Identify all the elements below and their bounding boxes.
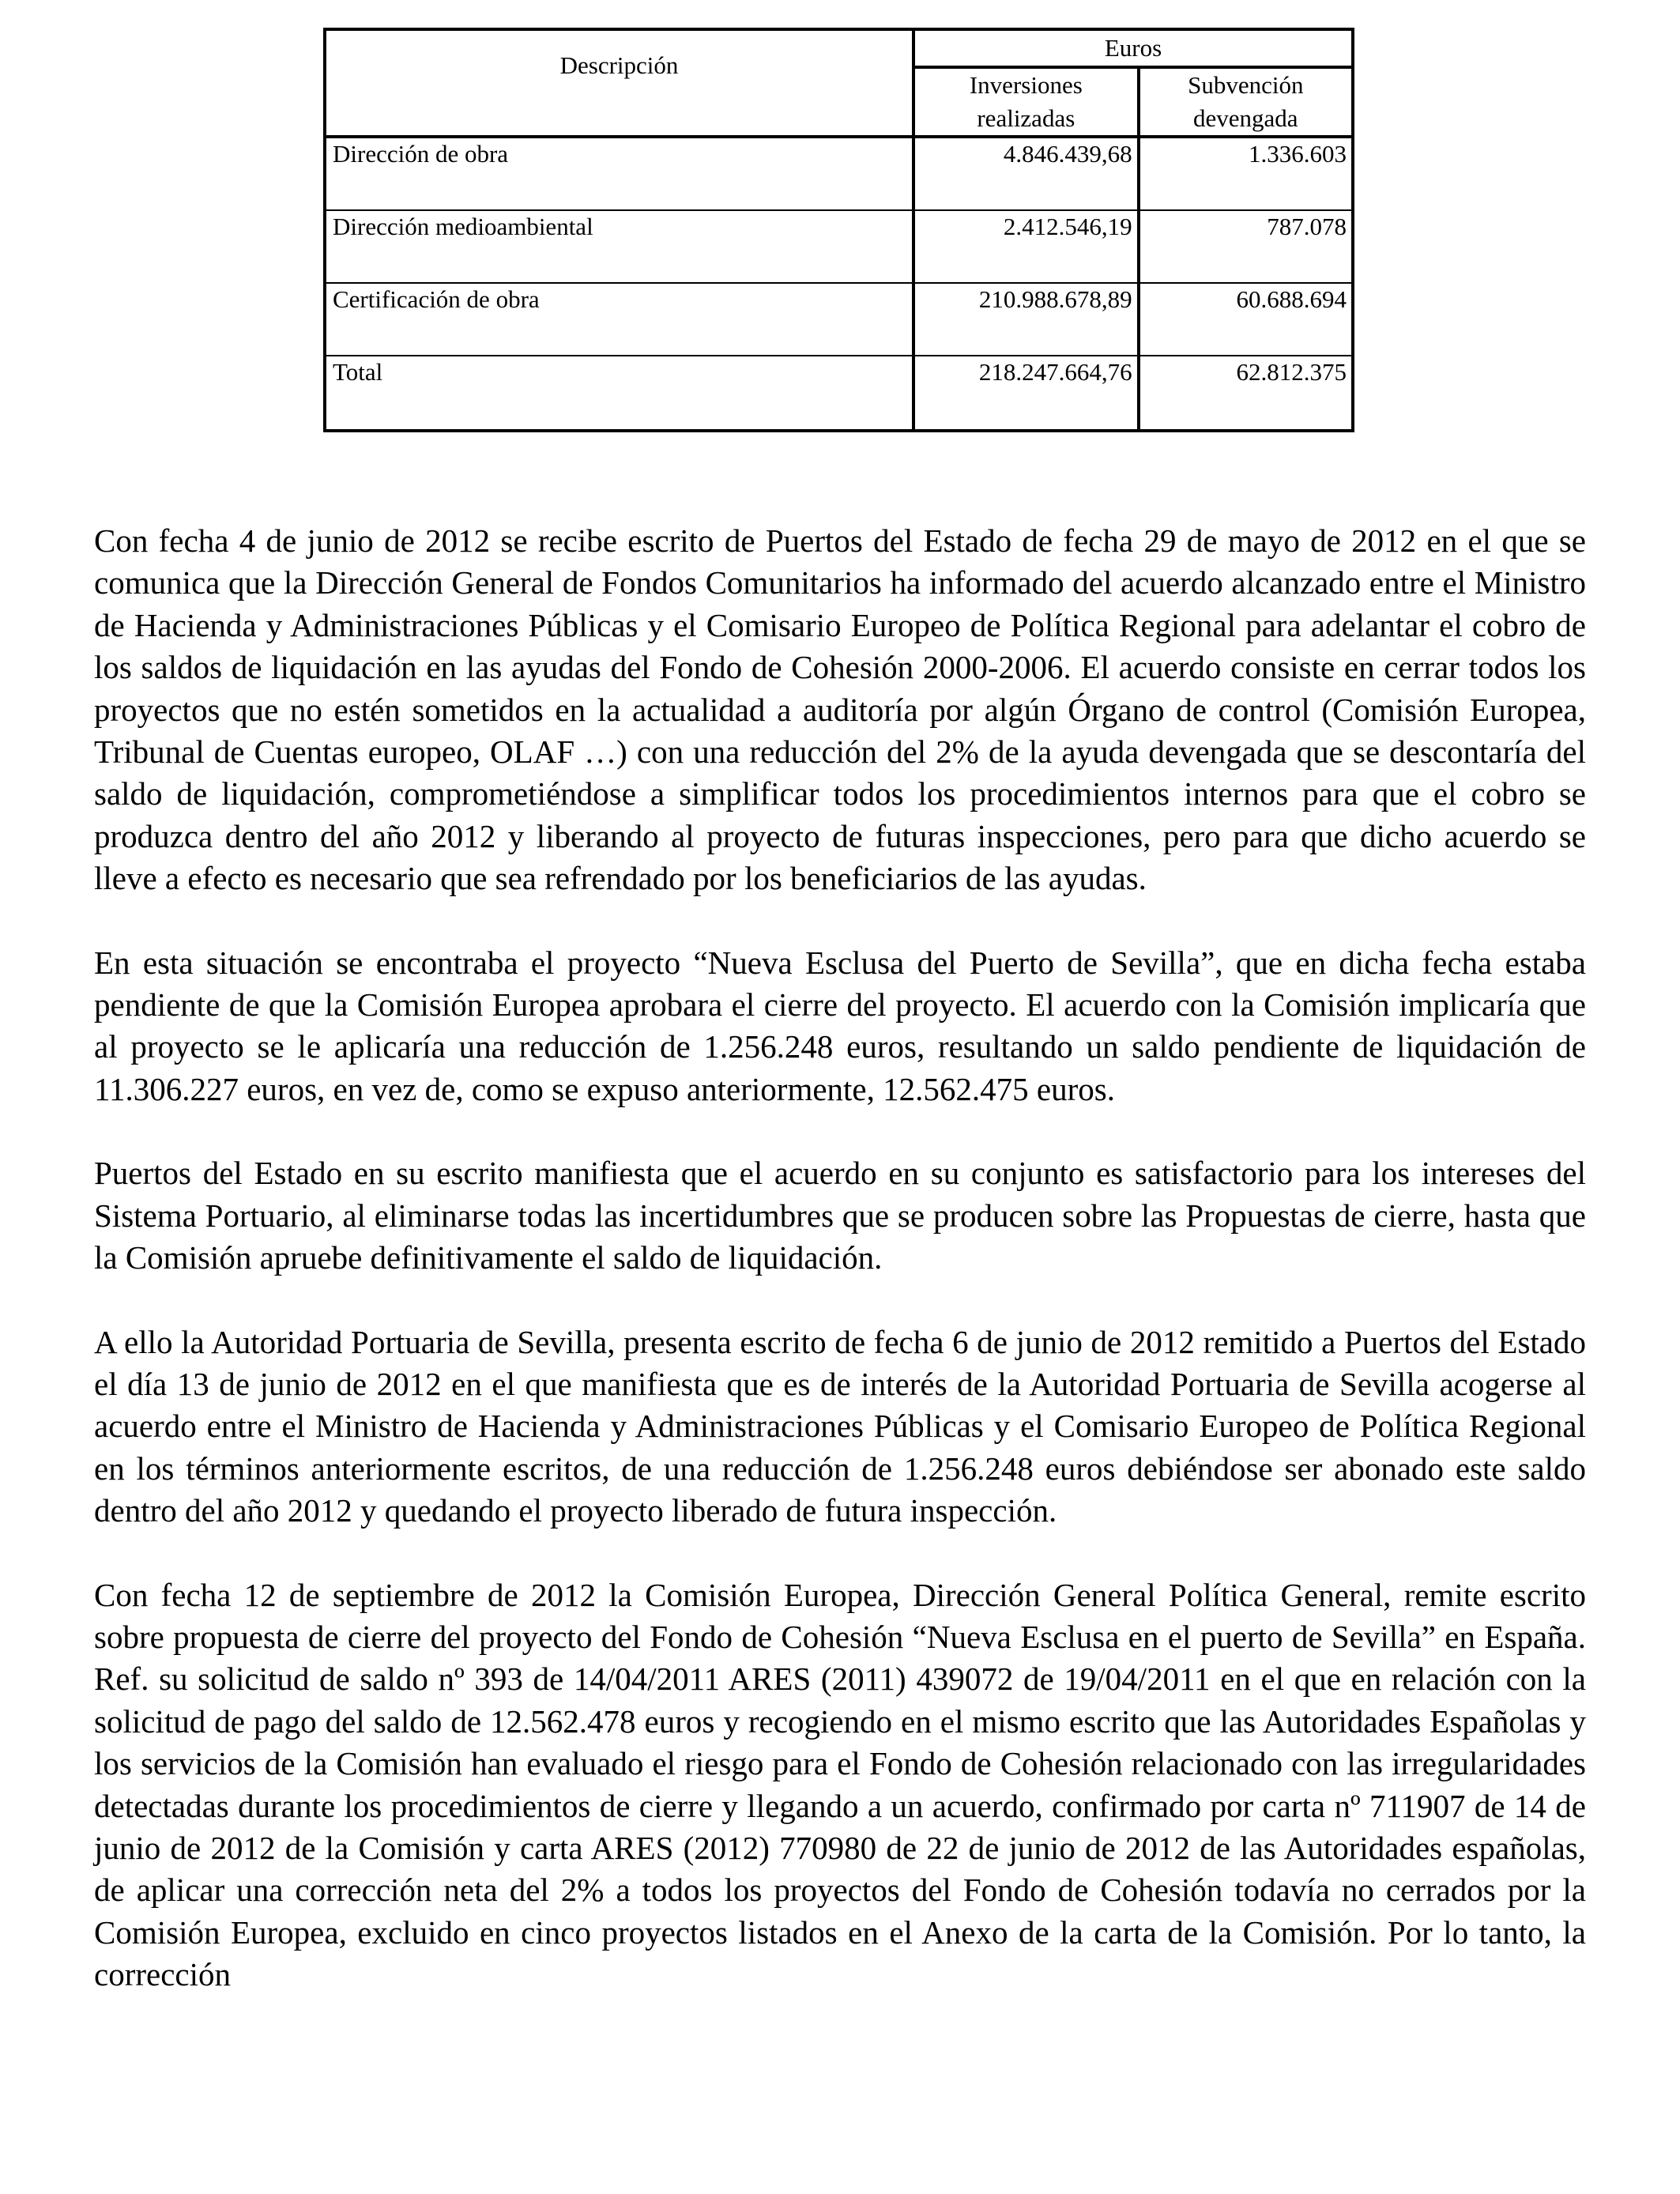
- header-investments: Inversiones realizadas: [913, 67, 1139, 137]
- paragraph: Con fecha 12 de septiembre de 2012 la Comisión Europea, Dirección General Política General, remite escrito sobre propuesta de cierre del proyecto del Fondo de Cohesión “Nueva Esclusa en el puerto de Sevilla” en España. Ref. su solicitud de saldo nº 393 de 14/04/2011 ARES (2011) 439072 de 19/04/2011 en el que en relación con la solicitud de pago del saldo de 12.562.478 euros y recogiendo en el mismo escrito que las Autoridades Españolas y los servicios de la Comisión han evaluado el riesgo para el Fondo de Cohesión relacionado con las irregularidades detectadas durante los procedimientos de cierre y llegando a un acuerdo, confirmado por carta nº 711907 de 14 de junio de 2012 de la Comisión y carta ARES (2012) 770980 de 22 de junio de 2012 de las Autoridades españolas, de aplicar una corrección neta del 2% a todos los proyectos del Fondo de Cohesión todavía no cerrados por la Comisión Europea, excluido en cinco proyectos listados en el Anexo de la carta de la Comisión. Por lo tanto, la corrección: [94, 1576, 1586, 1993]
- row-investments: 218.247.664,76: [913, 356, 1139, 431]
- paragraph: A ello la Autoridad Portuaria de Sevilla, presenta escrito de fecha 6 de junio de 2012 remitido a Puertos del Estado el día 13 de junio de 2012 en el que manifiesta que es de interés de la Autoridad Portuaria de Sevilla acogerse al acuerdo entre el Ministro de Hacienda y Administraciones Públicas y el Comisario Europeo de Política Regional en los términos anteriormente escritos, de una reducción de 1.256.248 euros debiéndose ser abonado este saldo dentro del año 2012 y quedando el proyecto liberado de futura inspección.: [94, 1323, 1586, 1529]
- table-row: [325, 283, 1353, 356]
- document-body: [94, 520, 1586, 2038]
- row-subsidy: 1.336.603: [1139, 137, 1353, 210]
- table-row: [325, 137, 1353, 210]
- paragraph: Puertos del Estado en su escrito manifiesta que el acuerdo en su conjunto es satisfactorio para los intereses del Sistema Portuario, al eliminarse todas las incertidumbres que se producen sobre las Propuestas de cierre, hasta que la Comisión apruebe definitivamente el saldo de liquidación.: [94, 1155, 1586, 1276]
- row-investments: 2.412.546,19: [913, 210, 1139, 283]
- paragraph: Con fecha 4 de junio de 2012 se recibe escrito de Puertos del Estado de fecha 29 de mayo de 2012 en el que se comunica que la Dirección General de Fondos Comunitarios ha informado del acuerdo alcanzado entre el Ministro de Hacienda y Administraciones Públicas y el Comisario Europeo de Política Regional para adelantar el cobro de los saldos de liquidación en las ayudas del Fondo de Cohesión 2000-2006. El acuerdo consiste en cerrar todos los proyectos que no estén sometidos en la actualidad a auditoría por algún Órgano de control (Comisión Europea, Tribunal de Cuentas europeo, OLAF …) con una reducción del 2% de la ayuda devengada que se descontaría del saldo de liquidación, comprometiéndose a simplificar todos los procedimientos internos para que el cobro se produzca dentro del año 2012 y liberando al proyecto de futuras inspecciones, pero para que dicho acuerdo se lleve a efecto es necesario que sea refrendado por los beneficiarios de las ayudas.: [94, 522, 1586, 897]
- investment-table: [323, 28, 1354, 432]
- row-subsidy: 62.812.375: [1139, 356, 1353, 431]
- table-row: [325, 210, 1353, 283]
- row-description: Dirección de obra: [325, 137, 913, 210]
- row-subsidy: 60.688.694: [1139, 283, 1353, 356]
- paragraph: En esta situación se encontraba el proyecto “Nueva Esclusa del Puerto de Sevilla”, que en dicha fecha estaba pendiente de que la Comisión Europea aprobara el cierre del proyecto. El acuerdo con la Comisión implicaría que al proyecto se le aplicaría una reducción de 1.256.248 euros, resultando un saldo pendiente de liquidación de 11.306.227 euros, en vez de, como se expuso anteriormente, 12.562.475 euros.: [94, 944, 1586, 1107]
- row-investments: 210.988.678,89: [913, 283, 1139, 356]
- row-subsidy: 787.078: [1139, 210, 1353, 283]
- table-row-total: [325, 356, 1353, 431]
- header-subsidy: Subvención devengada: [1139, 67, 1353, 137]
- row-description: Total: [325, 356, 913, 431]
- row-description: Dirección medioambiental: [325, 210, 913, 283]
- header-description: Descripción: [325, 29, 913, 137]
- row-description: Certificación de obra: [325, 283, 913, 356]
- row-investments: 4.846.439,68: [913, 137, 1139, 210]
- header-euros: Euros: [913, 29, 1353, 67]
